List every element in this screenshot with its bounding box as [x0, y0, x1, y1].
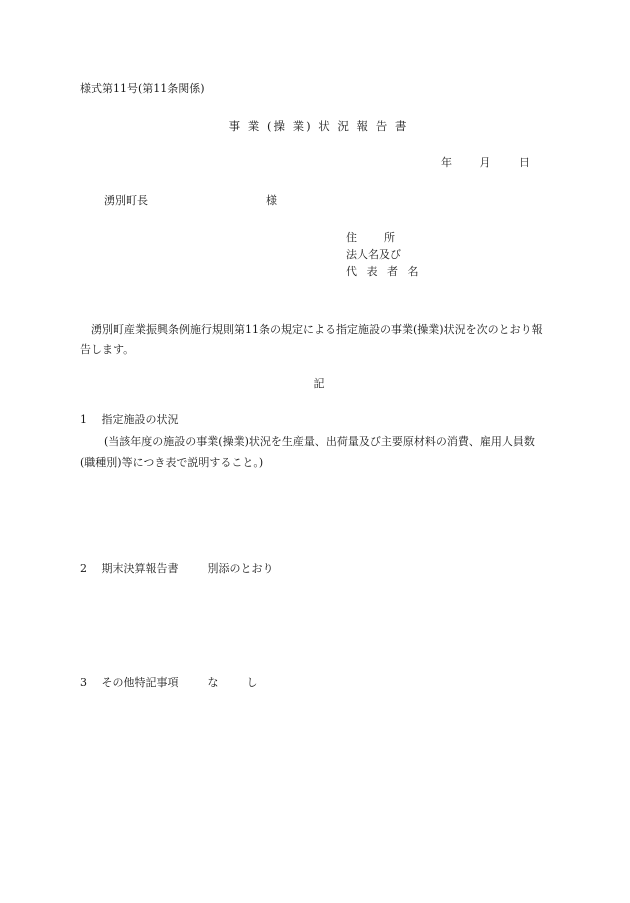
body-text: 湧別町産業振興条例施行規則第11条の規定による指定施設の事業(操業)状況を次のとおり報告します。 [80, 323, 543, 356]
addressee: 湧別町長 [104, 194, 148, 207]
section-3-number: 3 [80, 676, 87, 689]
section-1-title: 指定施設の状況 [101, 413, 179, 426]
form-number: 様式第11号(第11条関係) [80, 82, 205, 95]
document-title: 事 業 (操 業) 状 況 報 告 書 [228, 119, 409, 133]
section-2-value: 別添のとおり [207, 562, 274, 575]
section-1-number: 1 [80, 413, 87, 426]
date-line [441, 157, 530, 168]
section-3-title: その他特記事項 [101, 676, 179, 689]
section-3-heading [80, 677, 258, 688]
section-2-heading [80, 563, 274, 574]
sender-block [346, 232, 422, 283]
section-1-note-text: (当該年度の施設の事業(操業)状況を生産量、出荷量及び主要原材料の消費、雇用人員数(職種別)等につき表で説明すること。) [80, 435, 535, 469]
sender-representative-label: 代 表 者 名 [346, 265, 422, 278]
section-1-heading [80, 414, 179, 425]
section-1-note [80, 431, 550, 473]
sender-address-label: 住所 [346, 231, 422, 244]
section-2-number: 2 [80, 562, 87, 575]
date-month-label: 月 [479, 156, 491, 169]
section-3-value-part1: な [207, 676, 219, 689]
section-2-title: 期末決算報告書 [101, 562, 179, 575]
date-day-label: 日 [519, 156, 530, 169]
body-paragraph [80, 320, 550, 360]
addressee-honorific: 様 [266, 194, 277, 207]
ki-heading: 記 [313, 377, 325, 390]
sender-corporate-name-label: 法人名及び [346, 248, 401, 261]
date-year-label: 年 [441, 156, 452, 169]
section-3-value-part2: し [246, 676, 258, 689]
